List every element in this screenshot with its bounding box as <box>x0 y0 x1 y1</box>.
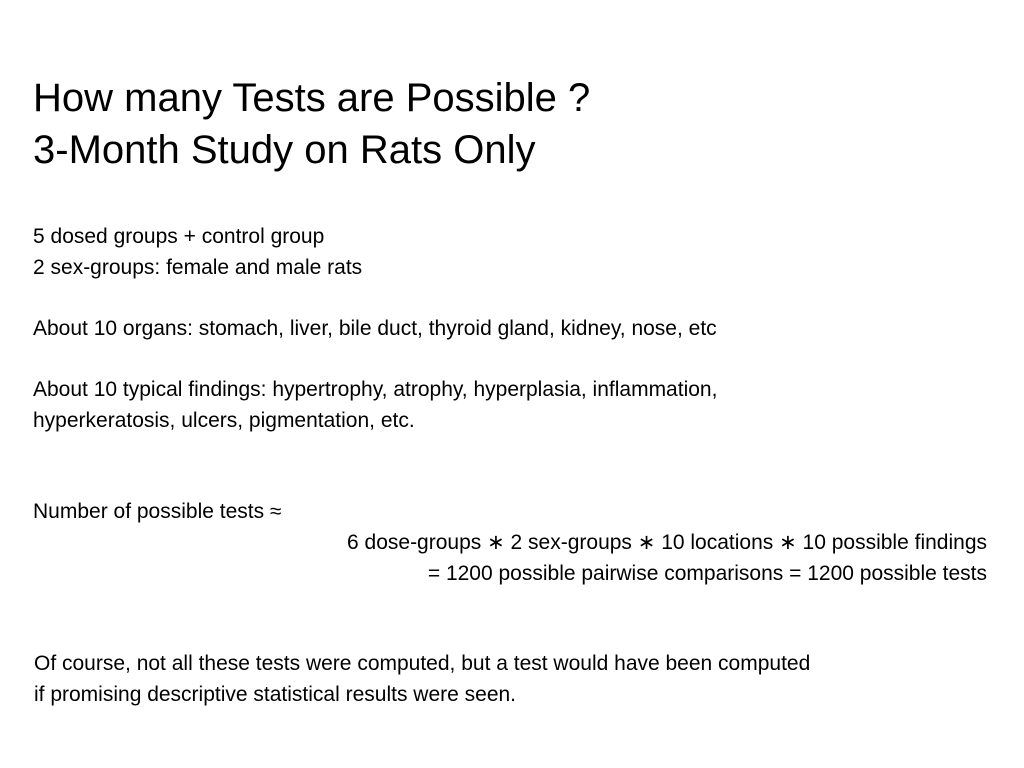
calculation-formula: 6 dose-groups ∗ 2 sex-groups ∗ 10 locations ∗ 10 possible findings <box>347 531 987 554</box>
conclusion-block <box>34 648 810 710</box>
organs-line-1: About 10 organs: stomach, liver, bile duct, thyroid gland, kidney, nose, etc <box>33 317 717 340</box>
conclusion-line-1: Of course, not all these tests were computed, but a test would have been computed <box>34 652 811 675</box>
slide-title <box>33 72 590 176</box>
calculation-label <box>33 496 281 527</box>
groups-line-1: 5 dosed groups + control group <box>33 225 325 248</box>
groups-block <box>33 221 362 283</box>
title-line-1: How many Tests are Possible ? <box>33 76 591 120</box>
organs-block <box>33 313 717 344</box>
groups-line-2: 2 sex-groups: female and male rats <box>33 256 363 279</box>
calculation-label-text: Number of possible tests ≈ <box>33 500 282 523</box>
title-line-2: 3-Month Study on Rats Only <box>33 128 536 172</box>
findings-line-1: About 10 typical findings: hypertrophy, atrophy, hyperplasia, inflammation, <box>33 378 718 401</box>
conclusion-line-2: if promising descriptive statistical results were seen. <box>34 683 517 706</box>
findings-line-2: hyperkeratosis, ulcers, pigmentation, etc. <box>33 409 415 432</box>
findings-block <box>33 374 717 436</box>
calculation-result: = 1200 possible pairwise comparisons = 1200 possible tests <box>427 562 987 585</box>
